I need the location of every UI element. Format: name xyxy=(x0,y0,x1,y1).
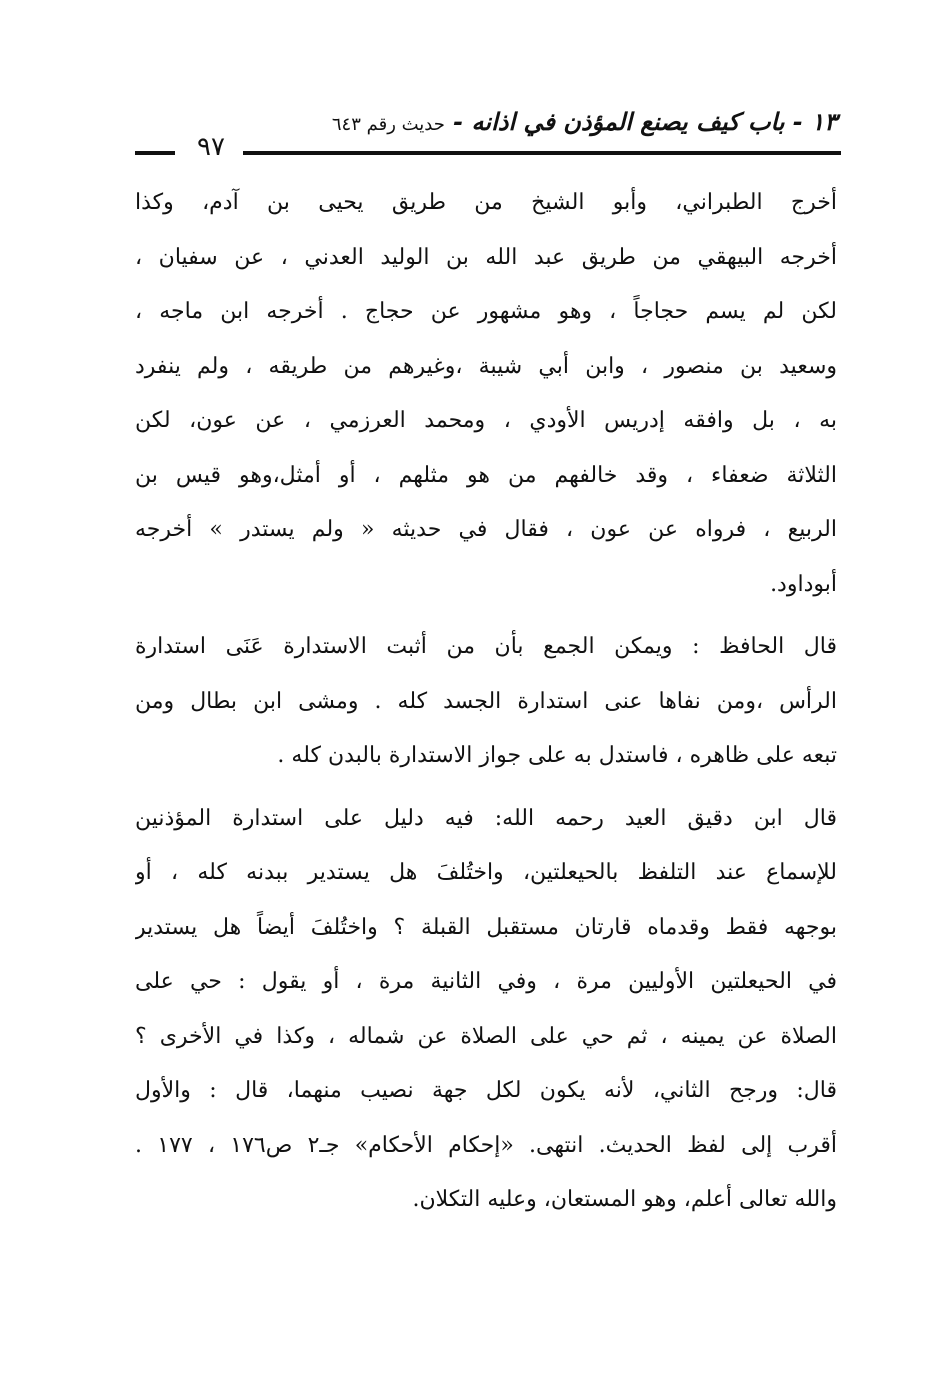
text-line: لكن لم يسم حجاجاً ، وهو مشهور عن حجاج . أخرجه ابن ماجه ، xyxy=(135,299,837,324)
chapter-title-text: ١٣ - باب كيف يصنع المؤذن في اذانه - xyxy=(453,108,837,136)
text-line: قال الحافظ : ويمكن الجمع بأن من أثبت الاستدارة عَنَى استدارة xyxy=(135,634,837,659)
text-line: أقرب إلى لفظ الحديث. انتهى. «إحكام الأحكام» جـ٢ ص١٧٦ ، ١٧٧ . xyxy=(135,1132,837,1158)
page-number: ٩٧ xyxy=(197,132,225,162)
body-text xyxy=(135,176,837,1228)
text-line: الرأس ،ومن نفاها عنى استدارة الجسد كله . ومشى ابن بطال ومن xyxy=(135,688,837,714)
paragraph-1 xyxy=(135,176,837,612)
hadith-number: حديث رقم ٦٤٣ xyxy=(331,114,445,135)
text-line: أبوداود. xyxy=(770,571,837,597)
text-line: أخرجه البيهقي من طريق عبد الله بن الوليد العدني ، عن سفيان ، xyxy=(135,244,837,270)
text-line: الربيع ، فرواه عن عون ، فقال في حديثه « ولم يستدر » أخرجه xyxy=(135,517,837,542)
text-line: تبعه على ظاهره ، فاستدل به على جواز الاستدارة بالبدن كله . xyxy=(277,743,837,768)
chapter-title xyxy=(332,108,837,136)
text-line: الثلاثة ضعفاء ، وقد خالفهم من هو مثلهم ، أو أمثل،وهو قيس بن xyxy=(135,462,837,488)
text-line: وسعيد بن منصور ، وابن أبي شيبة ،وغيرهم من طريقه ، ولم ينفرد xyxy=(135,353,837,379)
text-line: الصلاة عن يمينه ، ثم حي على الصلاة عن شماله ، وكذا في الأخرى ؟ xyxy=(135,1023,837,1049)
page-number-rule xyxy=(135,151,175,155)
text-line: أخرج الطبراني، وأبو الشيخ من طريق يحيى بن آدم، وكذا xyxy=(135,190,837,215)
paragraph-3 xyxy=(135,792,837,1228)
paragraph-gap xyxy=(135,784,837,792)
paragraph-gap xyxy=(135,612,837,620)
text-line: به ، بل وافقه إدريس الأودي ، ومحمد العرزمي ، عن عون، لكن xyxy=(135,408,837,433)
text-line: في الحيعلتين الأوليين مرة ، وفي الثانية مرة ، أو يقول : حي على xyxy=(135,969,837,994)
text-line: بوجهه فقط وقدماه قارتان مستقبل القبلة ؟ واختُلفَ أيضاً هل يستدير xyxy=(135,914,837,940)
paragraph-2 xyxy=(135,620,837,784)
text-line: قال: ورجح الثاني، لأنه يكون لكل جهة نصيب منهما، قال : والأول xyxy=(135,1078,837,1103)
text-line: للإسماع عند التلفظ بالحيعلتين، واختُلفَ هل يستدير ببدنه كله ، أو xyxy=(135,860,837,885)
running-header xyxy=(135,108,837,162)
header-rule xyxy=(243,151,841,155)
text-line: والله تعالى أعلم، وهو المستعان، وعليه التكلان. xyxy=(412,1187,837,1212)
text-line: قال ابن دقيق العيد رحمه الله: فيه دليل على استدارة المؤذنين xyxy=(135,805,837,831)
